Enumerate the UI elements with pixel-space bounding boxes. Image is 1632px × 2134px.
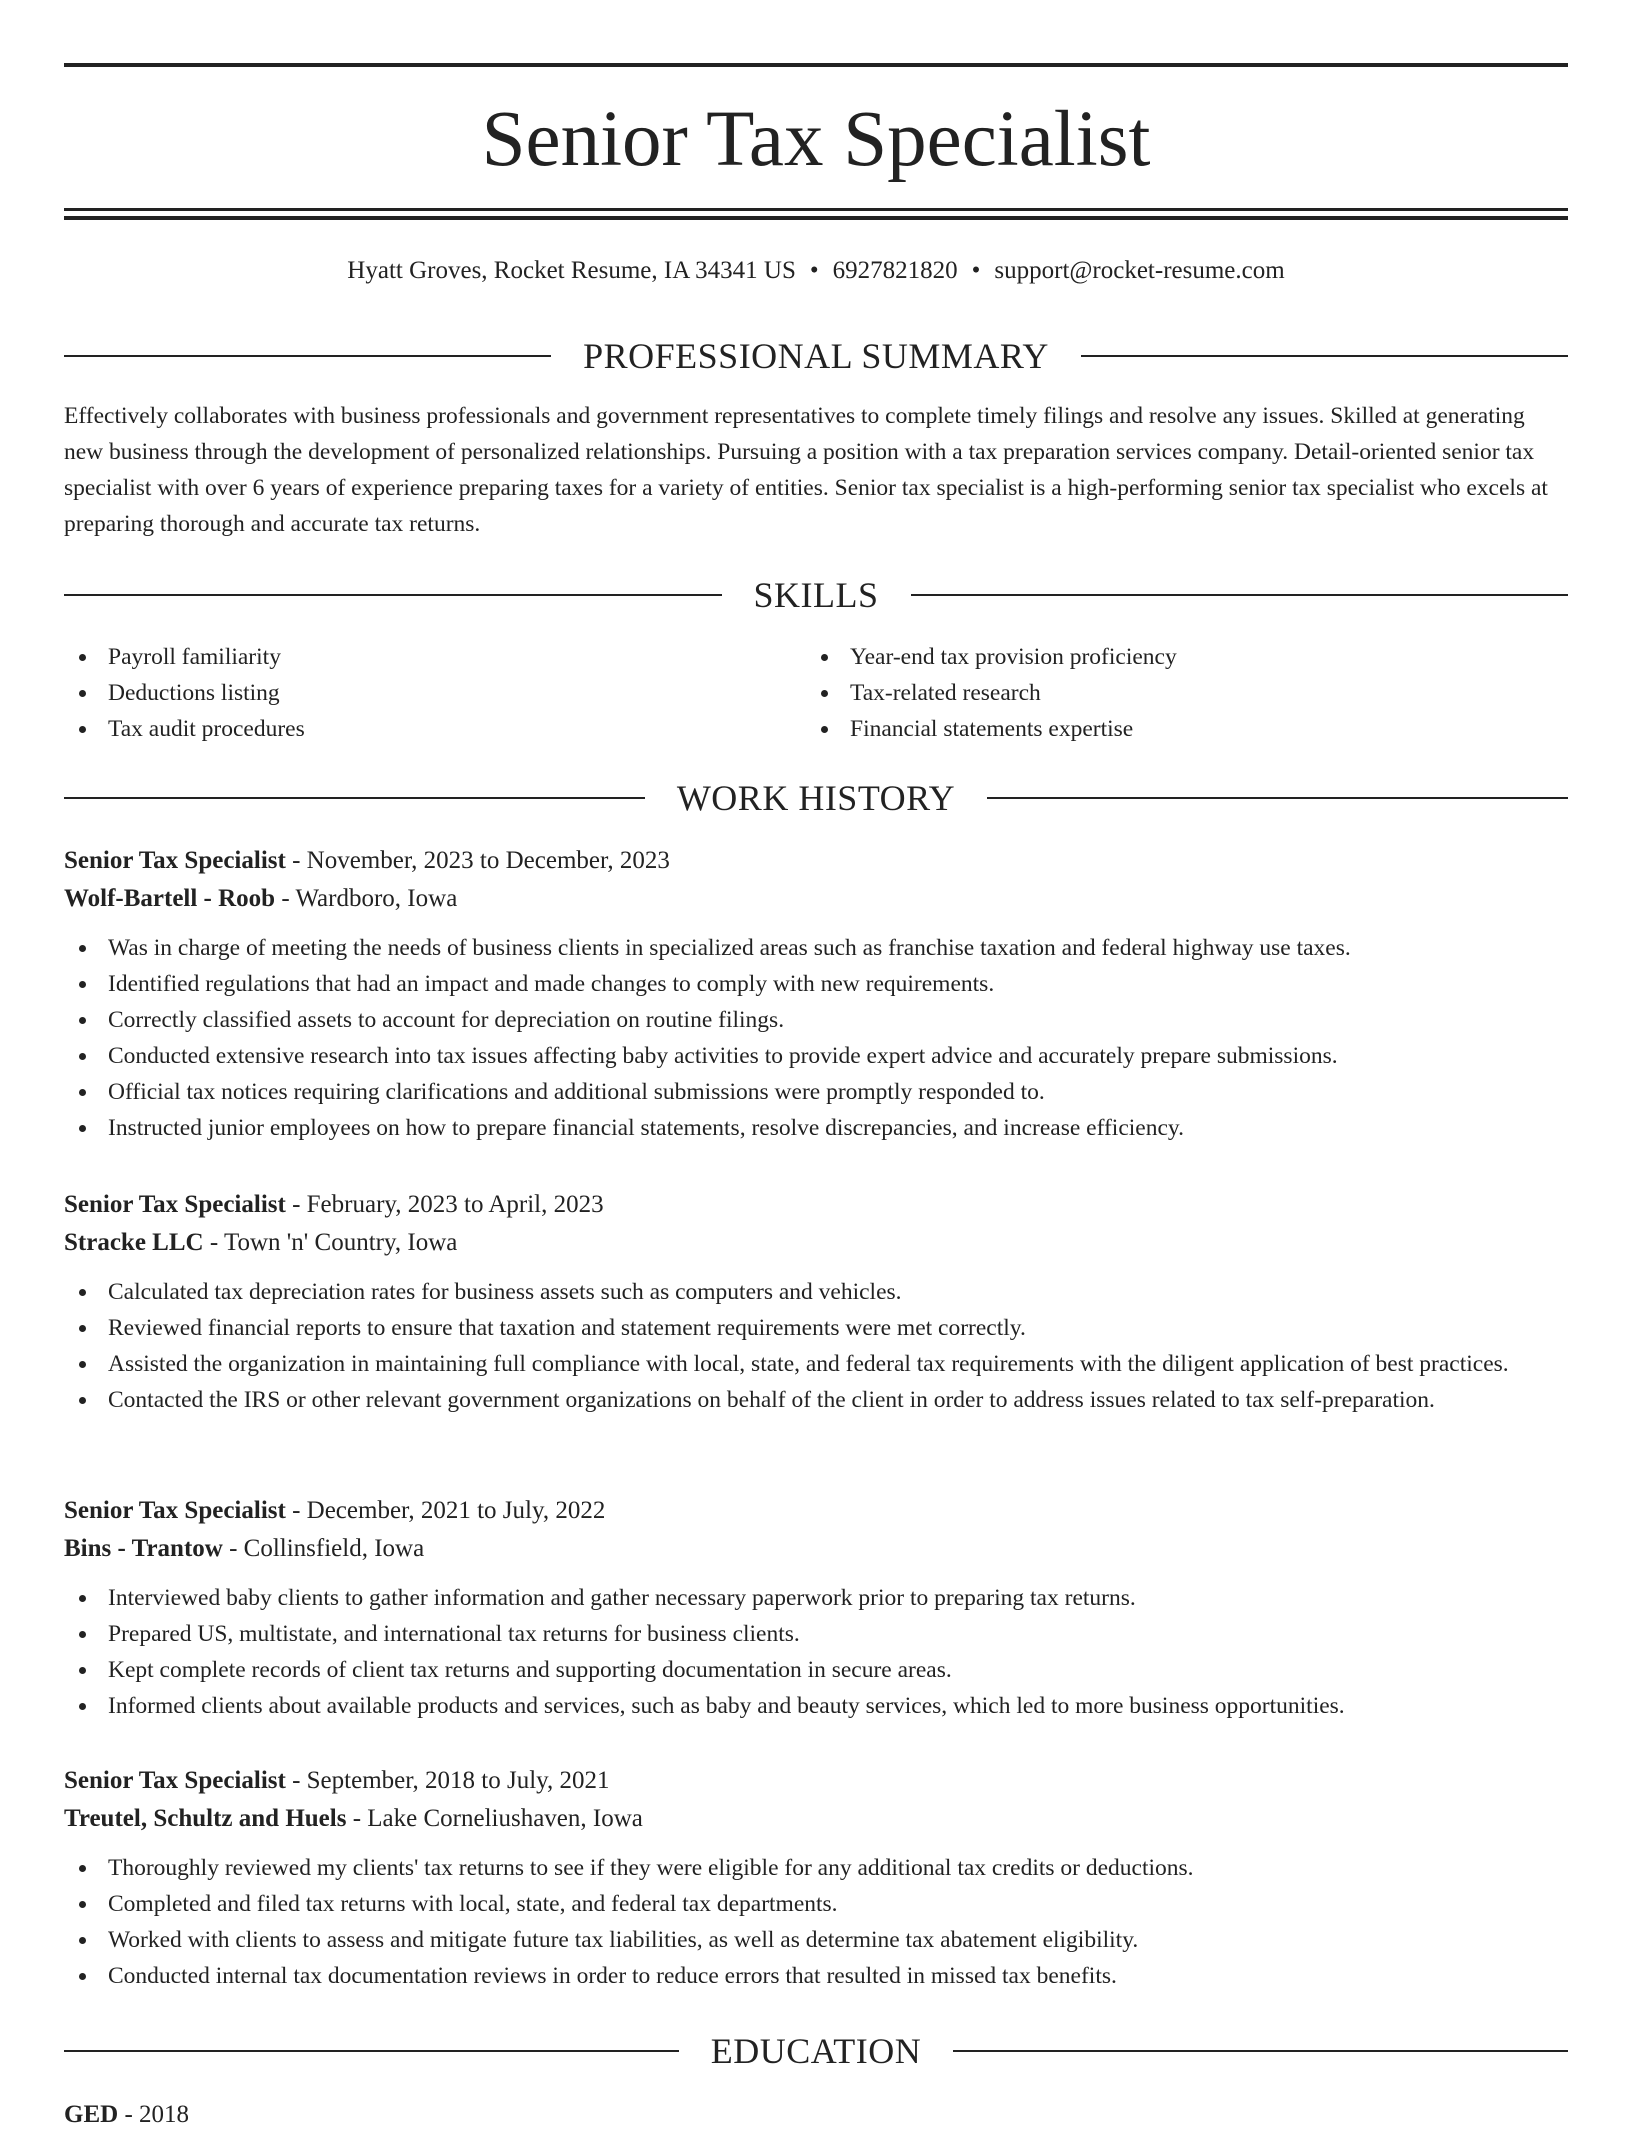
skill-item: Tax audit procedures xyxy=(64,711,764,747)
header-rule-double-1 xyxy=(64,208,1568,211)
job-bullet: Calculated tax depreciation rates for business assets such as computers and vehicles. xyxy=(64,1274,1568,1310)
heading-rule xyxy=(987,797,1568,799)
job-bullets xyxy=(64,930,1568,1146)
job-company-line xyxy=(64,880,1568,918)
heading-rule xyxy=(911,594,1569,596)
education-entry xyxy=(64,2096,189,2134)
section-title: EDUCATION xyxy=(710,2031,922,2071)
skill-item: Financial statements expertise xyxy=(806,711,1506,747)
job-company: Wolf-Bartell - Roob xyxy=(64,885,276,912)
heading-rule xyxy=(64,355,551,357)
job-bullet: Instructed junior employees on how to prepare financial statements, resolve discrepancies, and increase efficiency. xyxy=(64,1110,1568,1146)
job-company: Stracke LLC xyxy=(64,1229,204,1256)
skill-item: Payroll familiarity xyxy=(64,639,764,675)
section-title: WORK HISTORY xyxy=(676,778,956,818)
heading-rule xyxy=(64,797,645,799)
job-title-line xyxy=(64,1186,1568,1224)
work-heading xyxy=(64,778,1568,818)
contact-phone: 6927821820 xyxy=(832,257,958,284)
job-title-line xyxy=(64,1762,1568,1800)
summary-heading xyxy=(64,336,1568,376)
job-bullet: Official tax notices requiring clarifications and additional submissions were promptly responded to. xyxy=(64,1074,1568,1110)
job-title-line xyxy=(64,1492,1568,1530)
job-dates: - December, 2021 to July, 2022 xyxy=(285,1497,606,1524)
job-company-line xyxy=(64,1224,1568,1262)
resume-title: Senior Tax Specialist xyxy=(481,96,1151,183)
job-bullet: Thoroughly reviewed my clients' tax returns to see if they were eligible for any additional tax credits or deductions. xyxy=(64,1850,1568,1886)
job-bullet: Informed clients about available products and services, such as baby and beauty services, which led to more business opportunities. xyxy=(64,1688,1568,1724)
heading-rule xyxy=(64,594,722,596)
job-dates: - February, 2023 to April, 2023 xyxy=(285,1191,604,1218)
education-degree: GED xyxy=(64,2101,119,2128)
header-rule-top xyxy=(64,63,1568,67)
job-company: Treutel, Schultz and Huels xyxy=(64,1805,347,1832)
job-dates: - November, 2023 to December, 2023 xyxy=(285,847,670,874)
skills-list-left xyxy=(64,639,764,747)
job-location: - Collinsfield, Iowa xyxy=(222,1535,425,1562)
job-bullets xyxy=(64,1850,1568,1994)
summary-text: Effectively collaborates with business professionals and government representatives to complete timely filings and resolve any issues. Skilled at generating new business through the development of personalized relationships. Pursuing a position with a tax preparation services company. Detail-oriented senior tax specialist with over 6 years of experience preparing taxes for a variety of entities. Senior tax specialist is a high-performing senior tax specialist who excels at preparing thorough and accurate tax returns. xyxy=(64,403,1548,537)
heading-rule xyxy=(1081,355,1568,357)
job-entry xyxy=(64,1492,1568,1724)
skill-item: Deductions listing xyxy=(64,675,764,711)
heading-rule xyxy=(64,2050,679,2052)
job-bullet: Interviewed baby clients to gather information and gather necessary paperwork prior to preparing tax returns. xyxy=(64,1580,1568,1616)
job-entry xyxy=(64,1762,1568,1994)
job-bullet: Reviewed financial reports to ensure that taxation and statement requirements were met correctly. xyxy=(64,1310,1568,1346)
job-company: Bins - Trantow xyxy=(64,1535,223,1562)
job-bullet: Worked with clients to assess and mitigate future tax liabilities, as well as determine tax abatement eligibility. xyxy=(64,1922,1568,1958)
job-bullet: Identified regulations that had an impact and made changes to comply with new requirements. xyxy=(64,966,1568,1002)
job-bullet: Kept complete records of client tax returns and supporting documentation in secure areas. xyxy=(64,1652,1568,1688)
section-title: SKILLS xyxy=(753,575,879,615)
job-title: Senior Tax Specialist xyxy=(64,847,286,874)
job-bullet: Assisted the organization in maintaining full compliance with local, state, and federal tax requirements with the diligent application of best practices. xyxy=(64,1346,1568,1382)
job-bullet: Prepared US, multistate, and international tax returns for business clients. xyxy=(64,1616,1568,1652)
job-title: Senior Tax Specialist xyxy=(64,1497,286,1524)
job-entry xyxy=(64,842,1568,1146)
job-bullet: Was in charge of meeting the needs of business clients in specialized areas such as franchise taxation and federal highway use taxes. xyxy=(64,930,1568,966)
skill-item: Tax-related research xyxy=(806,675,1506,711)
job-entry xyxy=(64,1186,1568,1418)
skill-item: Year-end tax provision proficiency xyxy=(806,639,1506,675)
header-rule-double-2 xyxy=(64,216,1568,220)
job-bullet: Conducted internal tax documentation reviews in order to reduce errors that resulted in missed tax benefits. xyxy=(64,1958,1568,1994)
skills-heading xyxy=(64,575,1568,615)
job-location: - Wardboro, Iowa xyxy=(275,885,458,912)
contact-address: Hyatt Groves, Rocket Resume, IA 34341 US xyxy=(347,257,796,284)
job-location: - Lake Corneliushaven, Iowa xyxy=(346,1805,643,1832)
job-bullet: Completed and filed tax returns with local, state, and federal tax departments. xyxy=(64,1886,1568,1922)
job-company-line xyxy=(64,1800,1568,1838)
education-year: - 2018 xyxy=(118,2101,190,2128)
job-bullet: Contacted the IRS or other relevant government organizations on behalf of the client in order to address issues related to tax self-preparation. xyxy=(64,1382,1568,1418)
job-bullets xyxy=(64,1274,1568,1418)
job-title-line xyxy=(64,842,1568,880)
job-dates: - September, 2018 to July, 2021 xyxy=(285,1767,610,1794)
skills-list-right xyxy=(806,639,1506,747)
contact-line xyxy=(64,254,1568,288)
contact-email: support@rocket-resume.com xyxy=(994,257,1285,284)
contact-separator: • xyxy=(809,257,819,284)
education-heading xyxy=(64,2031,1568,2071)
contact-separator: • xyxy=(971,257,981,284)
job-company-line xyxy=(64,1530,1568,1568)
job-location: - Town 'n' Country, Iowa xyxy=(203,1229,458,1256)
job-bullets xyxy=(64,1580,1568,1724)
job-bullet: Correctly classified assets to account for depreciation on routine filings. xyxy=(64,1002,1568,1038)
job-title: Senior Tax Specialist xyxy=(64,1767,286,1794)
section-title: PROFESSIONAL SUMMARY xyxy=(583,336,1049,376)
job-title: Senior Tax Specialist xyxy=(64,1191,286,1218)
heading-rule xyxy=(953,2050,1568,2052)
job-bullet: Conducted extensive research into tax issues affecting baby activities to provide expert advice and accurately prepare submissions. xyxy=(64,1038,1568,1074)
